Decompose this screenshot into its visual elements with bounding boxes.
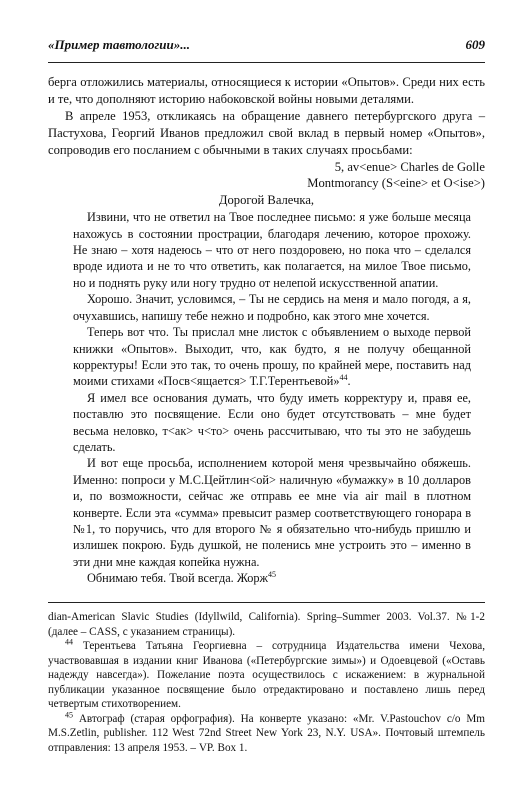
footnote-44 xyxy=(48,639,485,712)
letter-closing xyxy=(73,570,471,586)
paragraph-2: В апреле 1953, откликаясь на обращение давнего петербургского друга – Пастухова, Георгий Иванов предложил свой вклад в первый номер «Опытов», сопроводив его посланием с обычными в таких случаях просьбами: xyxy=(48,108,485,157)
footnote-rule xyxy=(48,602,485,603)
letter-paragraph-5: И вот еще просьба, исполнением которой меня чрезвычайно обяжешь. Именно: попроси у М.С.Цейтлин<ой> наличную «бумажку» в 10 долларов и, по возможности, сейчас же отправь ее мне via air mail в плотном конверте. Если эта «сумма» превысит размер соответствующего гонорара в №1, то поручись, что для второго № я обязательно что-нибудь пришлю и излишек покрою. Будь душкой, не поленись мне устроить это – именно в эти дни мне каждая копейка нужна. xyxy=(73,456,471,569)
footnote-44-mark: 44 xyxy=(65,637,73,647)
letter-paragraph-3 xyxy=(73,324,471,390)
page-number: 609 xyxy=(465,37,485,52)
address-line-2: Montmorancy (S<eine> et O<ise>) xyxy=(307,176,485,191)
letter-paragraph-4: Я имел все основания думать, что буду иметь корректуру и, правя ее, поставлю это посвящение. Если оно будет отсутствовать – мне будет весьма неловко, т<ак> ч<то> очень рассчитываю, что ты это не забудешь сделать. xyxy=(73,390,471,454)
letter-closing-text: Обнимаю тебя. Твой всегда. Жорж xyxy=(87,571,269,586)
running-title: «Пример тавтологии»... xyxy=(48,37,190,52)
letter-paragraph-3-end: . xyxy=(347,374,351,389)
letter-paragraph-1: Извини, что не ответил на Твое последнее письмо: я уже больше месяца нахожусь в состоянии прострации, благодаря лечению, которое прохожу. Не знаю – хотя надеюсь – что от него поздоровею, но пока что – сделался вроде идиота и не то что ответить, как полагается, на милое Твое письмо, но и поднять руку или ногу трудно от нелепой искусственной апатии. xyxy=(73,210,471,290)
running-header xyxy=(48,37,485,57)
footnotes xyxy=(48,610,485,755)
paragraph-1: берга отложились материалы, относящиеся к истории «Опытов». Среди них есть и те, что дополняют историю набоковской войны новыми деталями. xyxy=(48,75,485,106)
footnote-ref-45[interactable]: 45 xyxy=(268,570,277,580)
address-line-1: 5, av<enue> Charles de Golle xyxy=(334,159,485,174)
footnote-45 xyxy=(48,709,485,756)
footnote-45-text: Автограф (старая орфография). На конверте указано: «Mr. V.Pastouchov c/o Mm M.S.Zetlin, publisher. 112 West 72nd Street New York 23, N.Y. USA». Почтовый штемпель отправления: 13 апреля 1953. – VP. Box 1. xyxy=(48,712,485,754)
footnote-ref-44[interactable]: 44 xyxy=(339,373,348,383)
footnote-continuation: dian-American Slavic Studies (Idyllwild, California). Spring–Summer 2003. Vol.37. №1-2 (далее – CASS, с указанием страницы). xyxy=(48,611,485,638)
footnote-45-mark: 45 xyxy=(65,709,73,719)
header-rule xyxy=(48,62,485,63)
letter-paragraph-2: Хорошо. Значит, условимся, – Ты не сердись на меня и мало погодя, а я, очухавшись, напишу тебе нежно и подробно, как этого мне хочется. xyxy=(73,292,471,323)
salutation: Дорогой Валечка, xyxy=(218,193,315,208)
quoted-letter xyxy=(73,209,471,586)
footnote-44-text: Терентьева Татьяна Георгиевна – сотрудница Издательства имени Чехова, участвовавшая в издании книг Иванова («Петербургские зимы») и Одоевцевой («Оставь надежду навсегда»). Пожелание поэта осуществилось с искажением: в журнальной публикации указанное посвящение было отредактировано и поставлено лишь перед четвертым стихотворением. xyxy=(48,640,485,710)
main-text xyxy=(48,74,485,587)
letter-paragraph-3-text: Теперь вот что. Ты прислал мне листок с объявлением о выходе первой книжки «Опытов». Выходит, что, как будто, я не получу обещанной корректуры! Если это так, то очень прошу, по крайней мере, поставить над моими стихами «Посв<ящается> Т.Г.Терентьевой» xyxy=(73,325,471,389)
